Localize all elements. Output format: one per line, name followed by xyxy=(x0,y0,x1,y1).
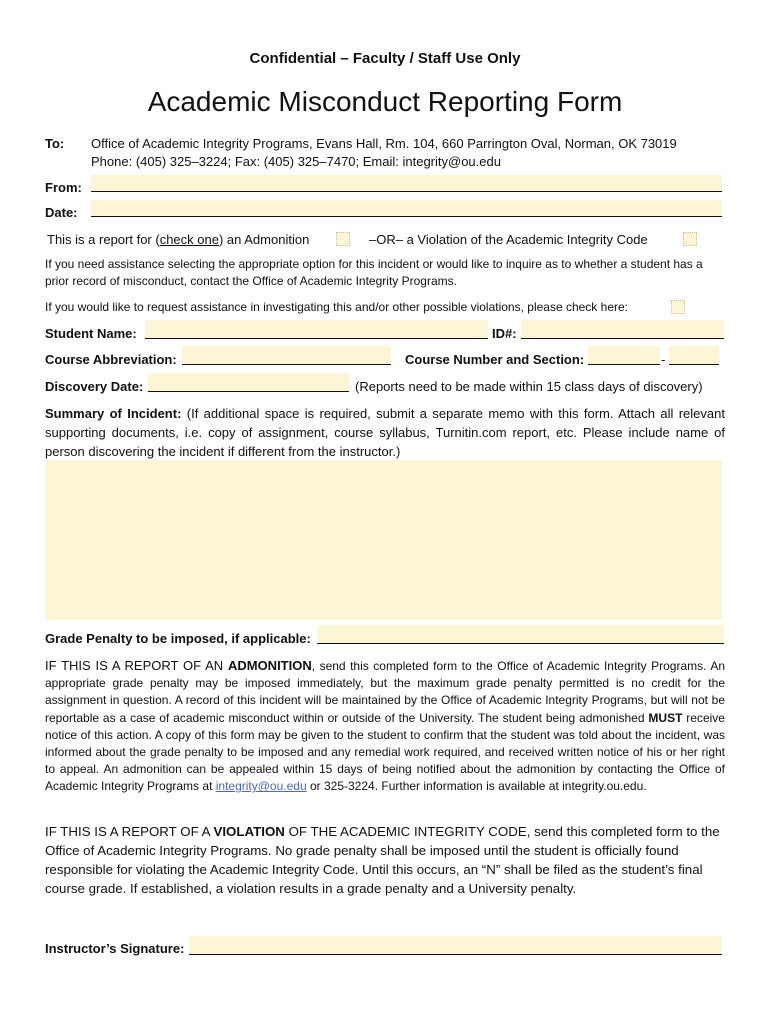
from-underline xyxy=(91,191,722,192)
violation-lead: IF THIS IS A REPORT OF A xyxy=(45,824,214,839)
date-underline xyxy=(91,216,722,217)
admonition-paragraph xyxy=(45,657,725,796)
instructor-signature-field[interactable] xyxy=(189,936,722,954)
integrity-email-link[interactable]: integrity@ou.edu xyxy=(215,779,307,794)
student-name-field[interactable] xyxy=(145,320,488,338)
admonition-text-3: or 325-3224. Further information is available at integrity.ou.edu. xyxy=(306,779,647,794)
date-field[interactable] xyxy=(91,200,722,217)
grade-penalty-underline xyxy=(317,643,724,644)
to-contact: Phone: (405) 325–3224; Fax: (405) 325–7470; Email: integrity@ou.edu xyxy=(91,154,501,169)
violation-bold: VIOLATION xyxy=(213,824,285,839)
admonition-checkbox[interactable] xyxy=(336,232,350,246)
violation-checkbox[interactable] xyxy=(683,232,697,246)
course-number-label: Course Number and Section: xyxy=(405,352,585,367)
course-abbreviation-label: Course Abbreviation: xyxy=(45,352,177,367)
discovery-date-label: Discovery Date: xyxy=(45,379,144,394)
admonition-text-1: , send this completed form to the Office of Academic Integrity Programs. An appropriate grade penalty may be imposed immediately, but the maximum grade penalty permitted is no credit for the assignment in question. A record of this incident will be maintained by the Office of Academic Integrity Programs, but will not be reportable as a case of academic misconduct within or outside of the University. The student being admonished xyxy=(45,659,725,725)
from-label: From: xyxy=(45,180,82,195)
report-type-line xyxy=(47,231,309,248)
course-number-underline xyxy=(588,364,660,365)
course-dash: - xyxy=(661,352,666,367)
report-type-prefix: This is a report for ( xyxy=(47,232,160,247)
discovery-date-note: (Reports need to be made within 15 class days of discovery) xyxy=(355,379,703,394)
instructor-signature-label: Instructor’s Signature: xyxy=(45,941,185,956)
course-number-field[interactable] xyxy=(588,346,660,364)
grade-penalty-label: Grade Penalty to be imposed, if applicable: xyxy=(45,631,311,646)
violation-option-label: –OR– a Violation of the Academic Integrity Code xyxy=(369,232,648,247)
violation-paragraph xyxy=(45,822,725,898)
admonition-must: MUST xyxy=(648,710,683,725)
summary-text: (If additional space is required, submit a separate memo with this form. Attach all relevant supporting documents, i.e. copy of assignment, course syllabus, Turnitin.com report, etc. Please include name of person discovering the incident if different from the instructor.) xyxy=(45,406,725,459)
course-abbreviation-field[interactable] xyxy=(182,346,391,364)
assistance-note: If you need assistance selecting the appropriate option for this incident or would like to inquire as to whether a student has a prior record of misconduct, contact the Office of Academic Integrity Programs. xyxy=(45,257,703,288)
summary-instructions xyxy=(45,404,725,461)
instructor-signature-underline xyxy=(189,954,722,955)
discovery-date-field[interactable] xyxy=(148,373,349,391)
student-id-field[interactable] xyxy=(521,320,724,338)
student-name-label: Student Name: xyxy=(45,326,137,341)
course-section-underline xyxy=(669,364,719,365)
investigate-note: If you would like to request assistance in investigating this and/or other possible violations, please check here: xyxy=(45,300,628,314)
from-field[interactable] xyxy=(91,175,722,192)
violation-text: OF THE ACADEMIC INTEGRITY CODE, send this completed form to the Office of Academic Integrity Programs. No grade penalty shall be imposed until the student is officially found responsible for violating the Academic Integrity Code. Until this occurs, an “N” shall be filed as the student’s final course grade. If established, a violation results in a grade penalty and a University penalty. xyxy=(45,824,720,896)
admonition-bold: ADMONITION xyxy=(227,658,312,673)
course-abbreviation-underline xyxy=(182,364,391,365)
summary-textarea[interactable] xyxy=(45,460,722,620)
check-one-text: check one xyxy=(159,232,219,247)
student-id-label: ID#: xyxy=(492,326,517,341)
grade-penalty-field[interactable] xyxy=(317,625,724,643)
to-label: To: xyxy=(45,136,65,151)
discovery-date-underline xyxy=(148,391,349,392)
to-address: Office of Academic Integrity Programs, Evans Hall, Rm. 104, 660 Parrington Oval, Norman, OK 73019 xyxy=(91,136,677,151)
admonition-text-2: receive notice of this action. A copy of this form may be given to the student to confirm that the student was told about the incident, was informed about the grade penalty to be imposed and any remedial work required, and received written notice of his or her right to appeal. An admonition can be appealed within 15 days of being notified about the admonition by contacting the Office of Academic Integrity Programs at xyxy=(45,710,725,794)
summary-label: Summary of Incident: xyxy=(45,406,182,421)
confidential-heading: Confidential – Faculty / Staff Use Only xyxy=(249,50,521,67)
course-section-field[interactable] xyxy=(669,346,719,364)
student-id-underline xyxy=(521,338,724,339)
student-name-underline xyxy=(145,338,488,339)
date-label: Date: xyxy=(45,205,78,220)
admonition-lead: IF THIS IS A REPORT OF AN xyxy=(45,658,228,673)
admonition-option-label: ) an Admonition xyxy=(218,232,310,247)
page-title: Academic Misconduct Reporting Form xyxy=(147,86,623,117)
investigate-checkbox[interactable] xyxy=(671,300,685,314)
